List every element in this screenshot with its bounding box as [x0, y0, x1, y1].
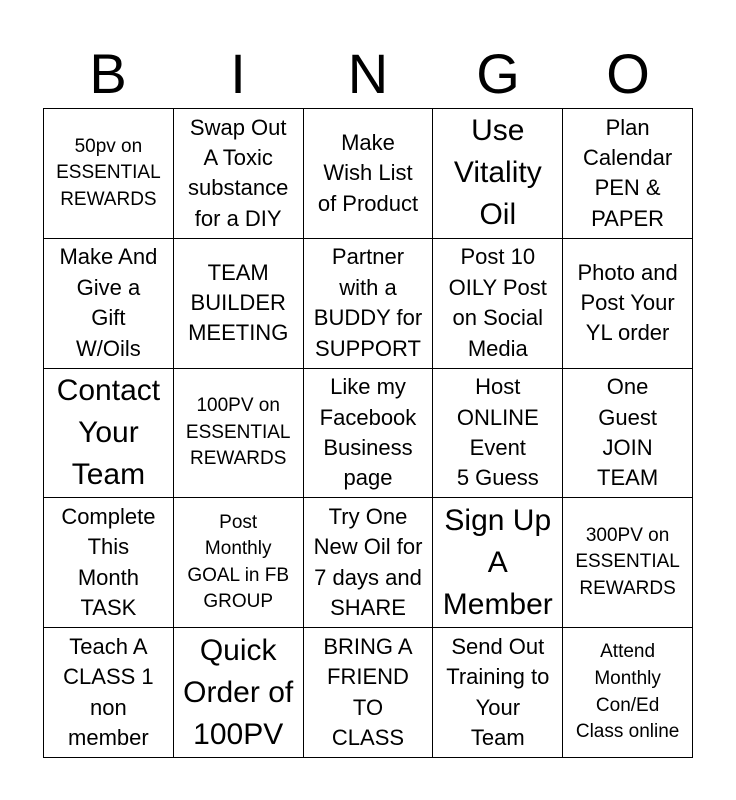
bingo-cell[interactable]	[563, 109, 693, 239]
bingo-cell-text: Sign Up A Member	[442, 503, 553, 621]
bingo-cell-text: Try One New Oil for 7 days and SHARE	[313, 504, 423, 621]
header-letter-i: I	[230, 42, 246, 105]
bingo-card-grid	[43, 108, 693, 758]
bingo-cell[interactable]	[174, 239, 304, 369]
bingo-cell[interactable]	[44, 239, 174, 369]
bingo-cell-text: Make Wish List of Product	[317, 129, 419, 216]
bingo-cell[interactable]	[174, 109, 304, 239]
bingo-cell-text: Plan Calendar PEN & PAPER	[582, 114, 673, 231]
bingo-cell[interactable]	[563, 498, 693, 628]
bingo-cell[interactable]	[433, 239, 563, 369]
bingo-cell[interactable]	[44, 369, 174, 499]
bingo-cell-text: TEAM BUILDER MEETING	[188, 259, 289, 346]
bingo-cell-text: Attend Monthly Con/Ed Class online	[575, 641, 680, 743]
bingo-cell-text: Swap Out A Toxic substance for a DIY	[188, 114, 289, 231]
bingo-cell-text: Use Vitality Oil	[453, 114, 542, 232]
bingo-cell-text: 100PV on ESSENTIAL REWARDS	[185, 395, 291, 470]
bingo-cell-text: BRING A FRIEND TO CLASS	[323, 633, 413, 750]
bingo-cell[interactable]	[174, 498, 304, 628]
bingo-cell-text: Send Out Training to Your Team	[446, 633, 550, 750]
bingo-cell[interactable]	[44, 628, 174, 758]
bingo-cell-text: Post 10 OILY Post on Social Media	[448, 244, 547, 361]
bingo-cell-text: Complete This Month TASK	[61, 504, 156, 621]
bingo-cell-text: Like my Facebook Business page	[319, 374, 417, 491]
bingo-cell-text: Teach A CLASS 1 non member	[63, 633, 154, 750]
bingo-cell[interactable]	[44, 109, 174, 239]
bingo-header	[43, 40, 693, 108]
bingo-cell-text: Photo and Post Your YL order	[577, 259, 678, 346]
bingo-cell-text: 300PV on ESSENTIAL REWARDS	[575, 524, 680, 600]
bingo-cell-text: One Guest JOIN TEAM	[597, 374, 659, 491]
bingo-cell[interactable]	[563, 369, 693, 499]
bingo-cell-text: Make And Give a Gift W/Oils	[59, 244, 158, 361]
bingo-cell[interactable]	[304, 628, 434, 758]
bingo-cell[interactable]	[563, 239, 693, 369]
bingo-cell-text: Quick Order of 100PV	[183, 633, 294, 751]
bingo-cell-text: Partner with a BUDDY for SUPPORT	[313, 244, 423, 361]
header-letter-b: B	[89, 42, 127, 105]
bingo-cell[interactable]	[563, 628, 693, 758]
header-letter-o: O	[606, 42, 650, 105]
bingo-cell-text: 50pv on ESSENTIAL REWARDS	[56, 135, 161, 210]
bingo-cell[interactable]	[433, 369, 563, 499]
bingo-cell[interactable]	[304, 498, 434, 628]
bingo-cell-text: Post Monthly GOAL in FB GROUP	[187, 511, 290, 613]
header-letter-g: G	[476, 42, 520, 105]
bingo-cell[interactable]	[44, 498, 174, 628]
bingo-cell[interactable]	[174, 369, 304, 499]
bingo-cell[interactable]	[174, 628, 304, 758]
bingo-cell[interactable]	[304, 239, 434, 369]
bingo-cell[interactable]	[304, 369, 434, 499]
bingo-cell[interactable]	[433, 109, 563, 239]
bingo-cell[interactable]	[433, 628, 563, 758]
bingo-cell-text: Contact Your Team	[56, 374, 161, 491]
header-letter-n: N	[347, 42, 389, 105]
bingo-cell-text: Host ONLINE Event 5 Guess	[456, 374, 539, 491]
bingo-cell[interactable]	[304, 109, 434, 239]
bingo-cell[interactable]	[433, 498, 563, 628]
